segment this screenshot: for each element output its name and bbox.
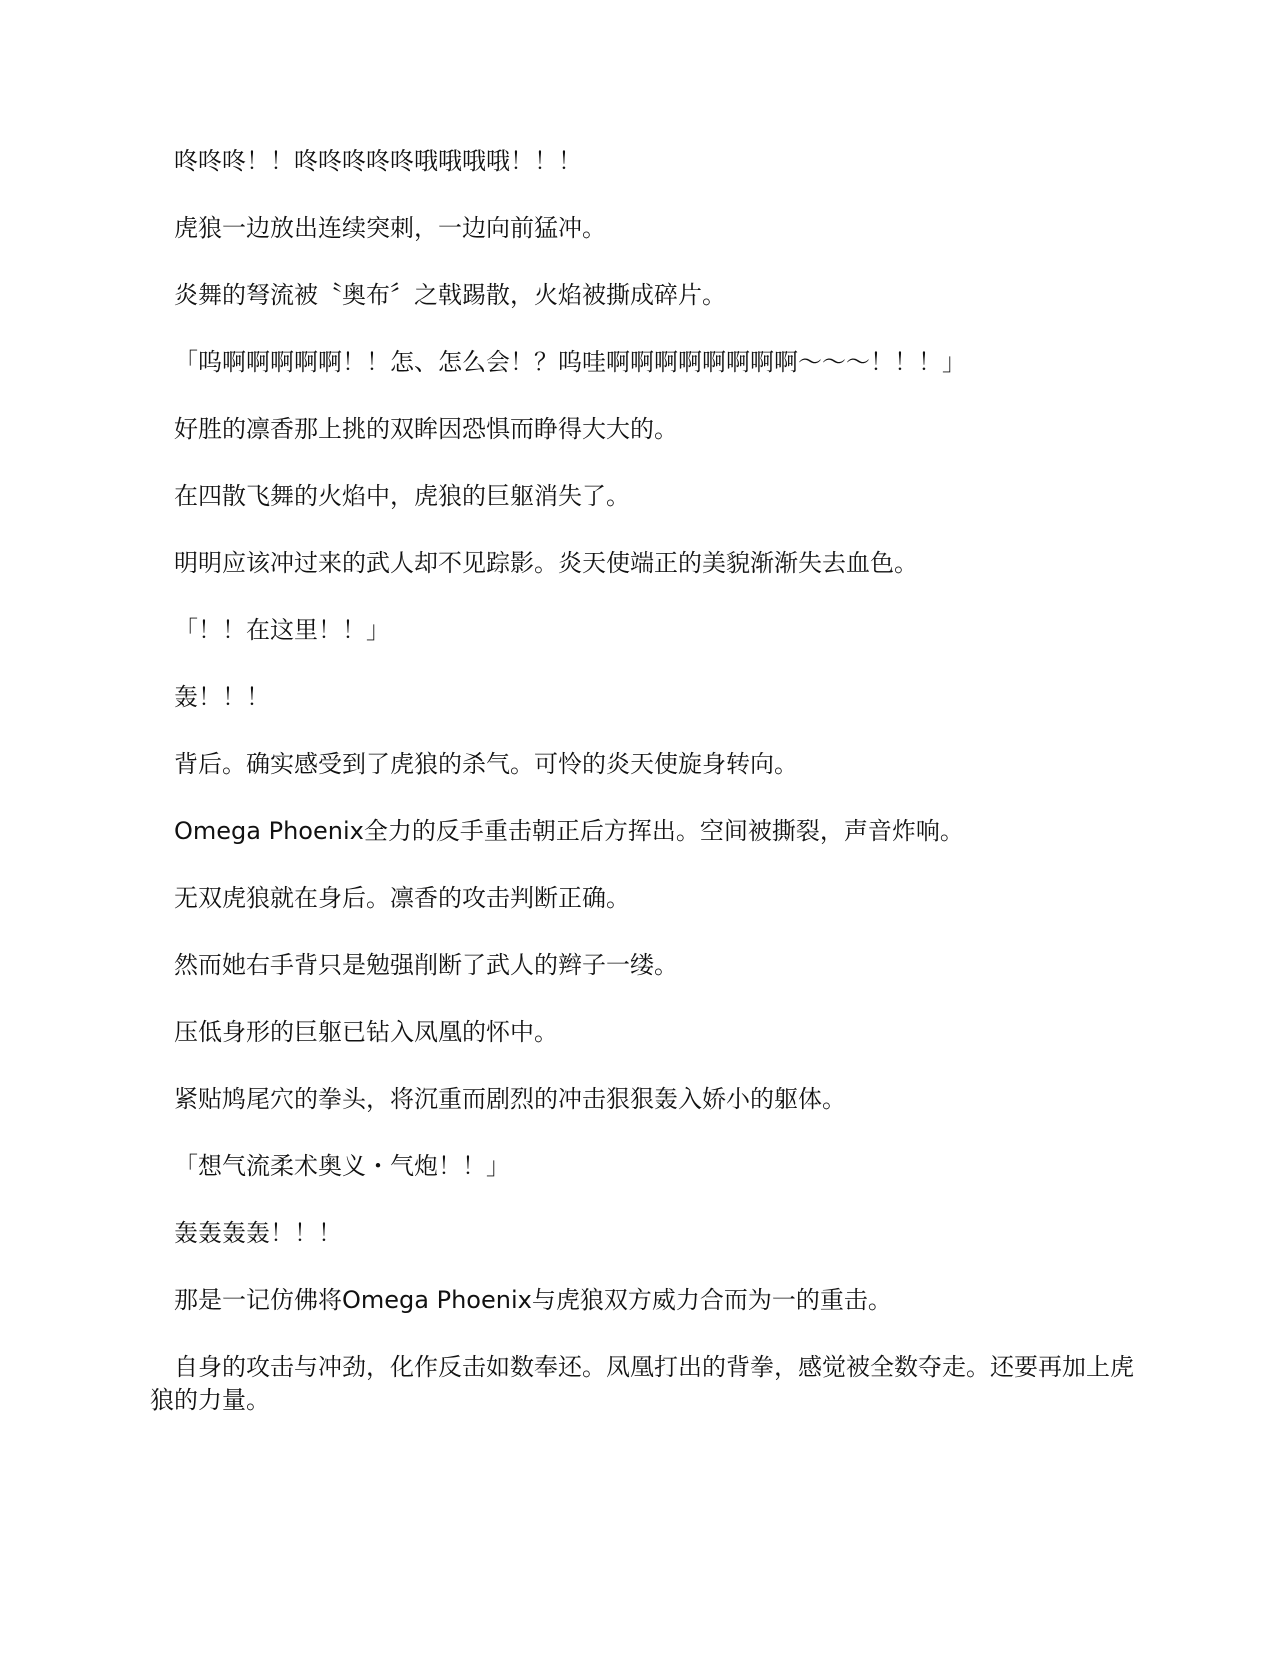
paragraph: 明明应该冲过来的武人却不见踪影。炎天使端正的美貌渐渐失去血色。 [174,549,918,577]
paragraph: Omega Phoenix全力的反手重击朝正后方挥出。空间被撕裂，声音炸响。 [174,817,964,845]
paragraph: 「想气流柔术奥义・气炮！！」 [174,1152,510,1180]
paragraph: 「呜啊啊啊啊啊！！怎、怎么会！？呜哇啊啊啊啊啊啊啊啊～～～！！！」 [174,348,966,376]
paragraph: 然而她右手背只是勉强削断了武人的辫子一缕。 [174,951,678,979]
paragraph: 自身的攻击与冲劲，化作反击如数奉还。凤凰打出的背拳，感觉被全数夺走。还要再加上虎狼的力量。 [150,1353,1134,1414]
paragraph: 压低身形的巨躯已钻入凤凰的怀中。 [174,1018,558,1046]
paragraph: 背后。确实感受到了虎狼的杀气。可怜的炎天使旋身转向。 [174,750,798,778]
paragraph: 无双虎狼就在身后。凛香的攻击判断正确。 [174,884,630,912]
paragraph: 炎舞的弩流被〝奥布〞之戟踢散，火焰被撕成碎片。 [174,281,726,309]
paragraph: 虎狼一边放出连续突刺，一边向前猛冲。 [174,214,606,242]
paragraph: 咚咚咚！！咚咚咚咚咚哦哦哦哦！！！ [174,147,582,175]
paragraph: 那是一记仿佛将Omega Phoenix与虎狼双方威力合而为一的重击。 [174,1286,892,1314]
paragraph: 好胜的凛香那上挑的双眸因恐惧而睁得大大的。 [174,415,678,443]
paragraph: 紧贴鸠尾穴的拳头，将沉重而剧烈的冲击狠狠轰入娇小的躯体。 [174,1085,846,1113]
paragraph: 轰轰轰轰！！！ [174,1219,342,1247]
paragraph: 轰！！！ [174,683,270,711]
paragraph: 「！！在这里！！」 [174,616,390,644]
document-body [150,145,1140,1417]
paragraph: 在四散飞舞的火焰中，虎狼的巨躯消失了。 [174,482,630,510]
